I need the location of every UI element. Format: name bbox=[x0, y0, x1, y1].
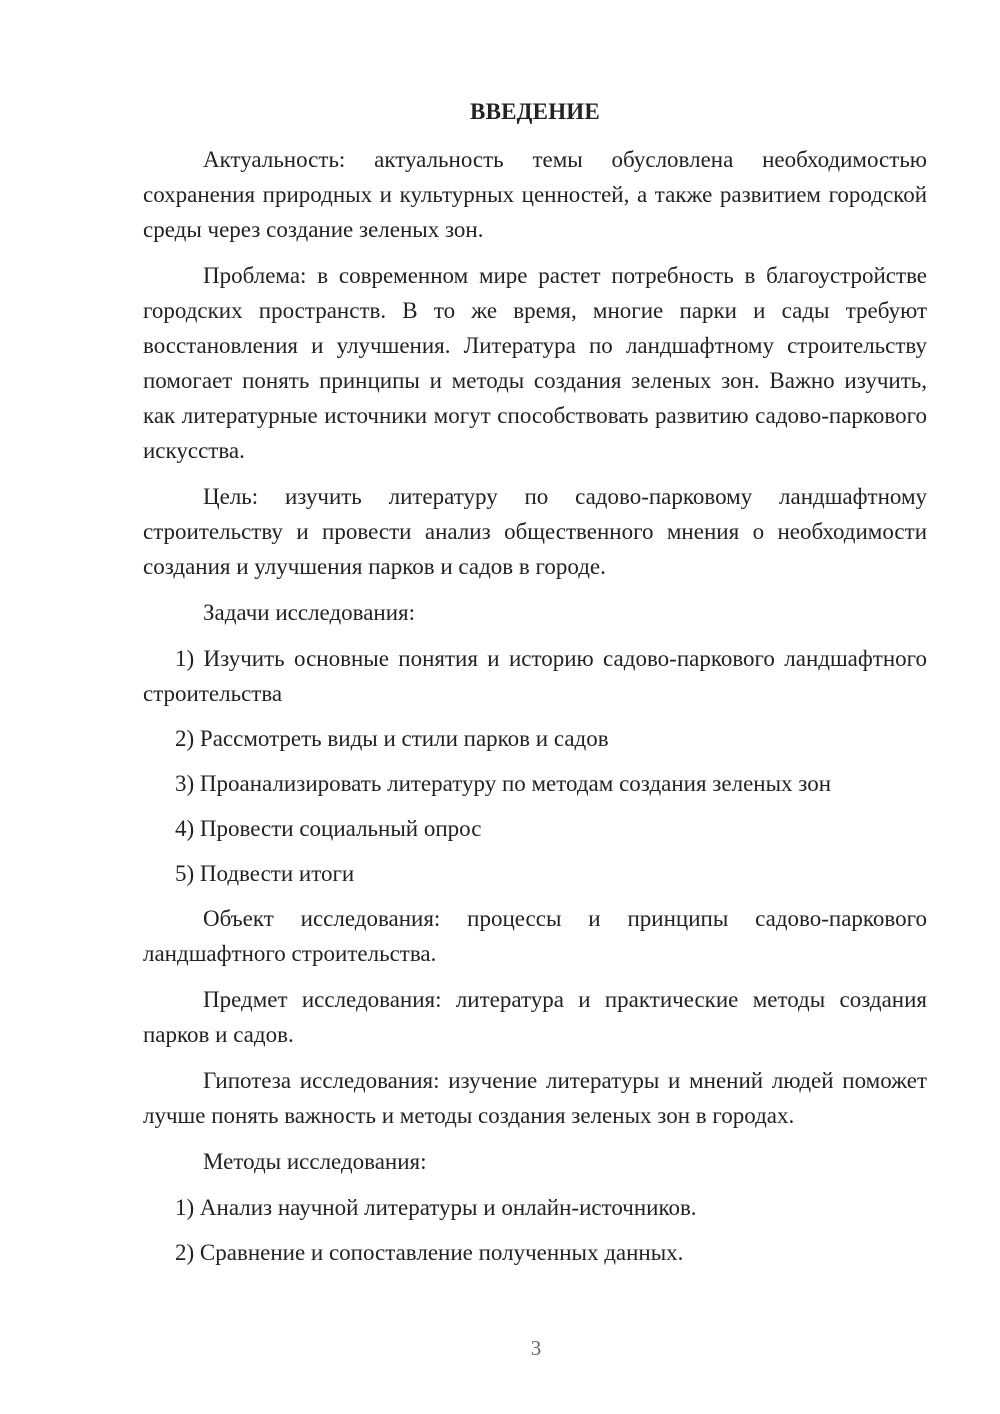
task-item: 4) Провести социальный опрос bbox=[175, 816, 482, 841]
paragraph-relevance: Актуальность: актуальность темы обусловлена необходимостью сохранения природных и культурных ценностей, а также развитием городской среды через создание зеленых зон. bbox=[143, 147, 927, 242]
paragraph-subject: Предмет исследования: литература и практические методы создания парков и садов. bbox=[143, 987, 927, 1047]
task-item: 2) Рассмотреть виды и стили парков и садов bbox=[175, 726, 609, 751]
paragraph-hypothesis: Гипотеза исследования: изучение литературы и мнений людей поможет лучше понять важность и методы создания зеленых зон в городах. bbox=[143, 1068, 927, 1128]
page-number: 3 bbox=[530, 1336, 542, 1360]
task-item: 5) Подвести итоги bbox=[175, 861, 355, 886]
paragraph-goal: Цель: изучить литературу по садово-парковому ландшафтному строительству и провести анализ общественного мнения о необходимости создания и улучшения парков и садов в городе. bbox=[143, 484, 927, 579]
page-content bbox=[143, 97, 927, 1280]
task-item: 1) Изучить основные понятия и историю садово-паркового ландшафтного строительства bbox=[143, 646, 927, 706]
task-item: 3) Проанализировать литературу по методам создания зеленых зон bbox=[175, 771, 832, 796]
tasks-title: Задачи исследования: bbox=[203, 600, 416, 625]
method-item: 1) Анализ научной литературы и онлайн-источников. bbox=[175, 1195, 697, 1220]
methods-title: Методы исследования: bbox=[203, 1149, 427, 1174]
paragraph-object: Объект исследования: процессы и принципы садово-паркового ландшафтного строительства. bbox=[143, 906, 927, 966]
paragraph-problem: Проблема: в современном мире растет потребность в благоустройстве городских пространств. В то же время, многие парки и сады требуют восстановления и улучшения. Литература по ландшафтному строительству помогает понять принципы и методы создания зеленых зон. Важно изучить, как литературные источники могут способствовать развитию садово-паркового искусства. bbox=[143, 263, 927, 463]
method-item: 2) Сравнение и сопоставление полученных данных. bbox=[175, 1240, 684, 1265]
page-heading: ВВЕДЕНИЕ bbox=[470, 99, 600, 124]
